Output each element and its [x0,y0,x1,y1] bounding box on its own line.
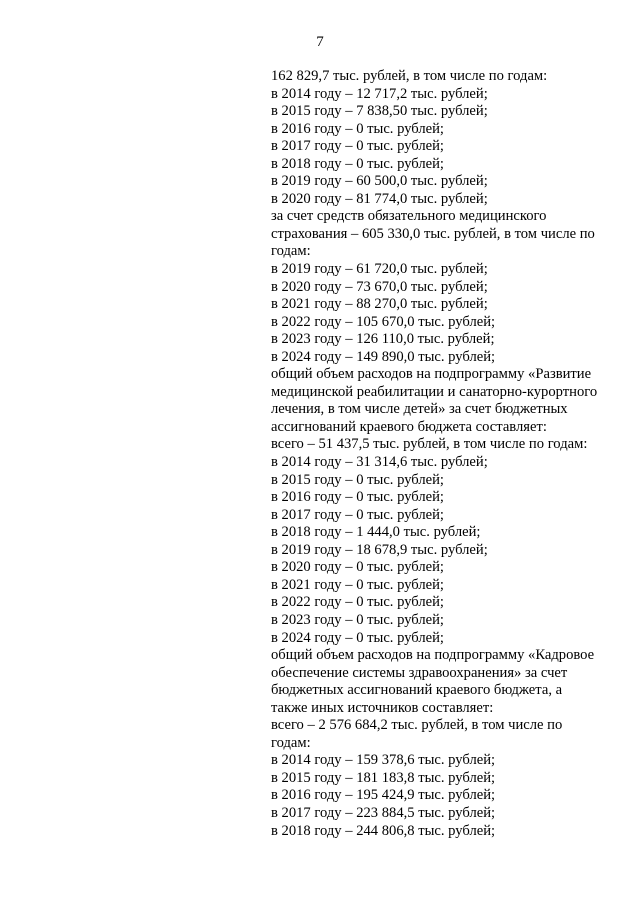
text-line: бюджетных ассигнований краевого бюджета, а [271,682,563,699]
text-line: в 2016 году – 0 тыс. рублей; [271,489,444,506]
text-line: в 2016 году – 0 тыс. рублей; [271,120,444,137]
text-line: в 2020 году – 0 тыс. рублей; [271,559,444,576]
document-body [271,68,621,840]
page-number: 7 [316,34,324,50]
text-line: в 2019 году – 18 678,9 тыс. рублей; [271,541,488,558]
text-line: всего – 2 576 684,2 тыс. рублей, в том числе по [271,717,563,734]
text-line: в 2018 году – 1 444,0 тыс. рублей; [271,524,481,541]
text-line: в 2014 году – 12 717,2 тыс. рублей; [271,85,488,102]
text-line: в 2020 году – 73 670,0 тыс. рублей; [271,278,488,295]
text-line: в 2015 году – 7 838,50 тыс. рублей; [271,103,488,120]
text-line: в 2014 году – 159 378,6 тыс. рублей; [271,752,496,769]
text-line: в 2017 году – 223 884,5 тыс. рублей; [271,804,496,821]
text-line: в 2023 году – 126 110,0 тыс. рублей; [271,331,495,348]
text-line: годам: [271,734,311,751]
text-line: обеспечение системы здравоохранения» за счет [271,664,568,681]
text-line: в 2018 году – 0 тыс. рублей; [271,155,444,172]
text-line: в 2023 году – 0 тыс. рублей; [271,611,444,628]
text-line: 162 829,7 тыс. рублей, в том числе по годам: [271,68,548,84]
text-line: за счет средств обязательного медицинского [271,208,547,225]
text-line: лечения, в том числе детей» за счет бюджетных [271,401,568,418]
text-line: в 2015 году – 0 тыс. рублей; [271,471,444,488]
text-line: в 2017 году – 0 тыс. рублей; [271,506,444,523]
text-line: в 2024 году – 0 тыс. рублей; [271,629,444,646]
text-line: медицинской реабилитации и санаторно-курортного [271,383,598,400]
text-line: общий объем расходов на подпрограмму «Развитие [271,366,592,383]
text-line: в 2022 году – 0 тыс. рублей; [271,594,444,611]
text-line: в 2017 году – 0 тыс. рублей; [271,138,444,155]
text-line: общий объем расходов на подпрограмму «Кадровое [271,647,595,664]
text-line: ассигнований краевого бюджета составляет: [271,418,547,435]
text-line: в 2021 году – 88 270,0 тыс. рублей; [271,296,488,313]
text-line: всего – 51 437,5 тыс. рублей, в том числе по годам: [271,436,588,453]
text-line: в 2019 году – 60 500,0 тыс. рублей; [271,173,488,190]
text-line: в 2014 году – 31 314,6 тыс. рублей; [271,454,488,471]
text-line: в 2018 году – 244 806,8 тыс. рублей; [271,822,496,839]
text-line: страхования – 605 330,0 тыс. рублей, в том числе по [271,225,595,242]
text-line: в 2022 году – 105 670,0 тыс. рублей; [271,313,496,330]
text-line: в 2015 году – 181 183,8 тыс. рублей; [271,769,496,786]
text-line: в 2020 году – 81 774,0 тыс. рублей; [271,190,488,207]
text-line: также иных источников составляет: [271,699,494,716]
text-line: в 2019 году – 61 720,0 тыс. рублей; [271,261,488,278]
text-line: в 2016 году – 195 424,9 тыс. рублей; [271,787,496,804]
text-line: в 2024 году – 149 890,0 тыс. рублей; [271,348,496,365]
text-line: в 2021 году – 0 тыс. рублей; [271,576,444,593]
text-line: годам: [271,243,311,260]
